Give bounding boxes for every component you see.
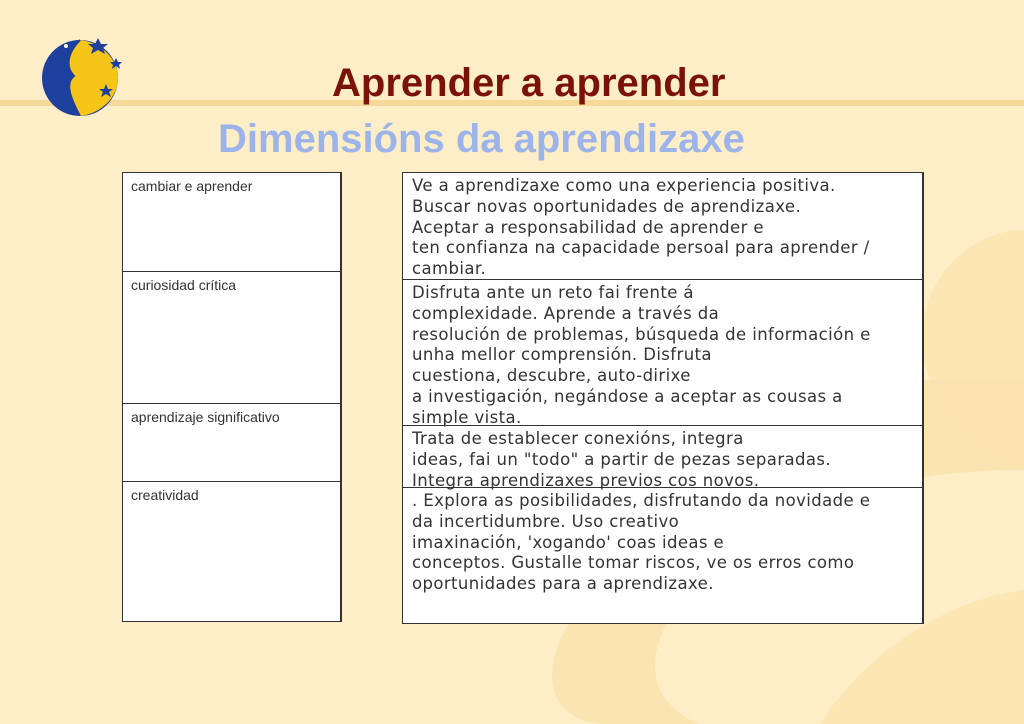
description-line: Trata de establecer conexións, integra [412, 429, 744, 448]
slide-title: Aprender a aprender [332, 61, 726, 105]
description-line: unha mellor comprensión. Disfruta [412, 345, 712, 365]
dimension-cell: curiosidad crítica [123, 271, 340, 403]
description-line: Integra aprendizaxes previos cos novos. [412, 470, 760, 490]
dimension-cell: cambiar e aprender [131, 178, 253, 194]
description-line: Ve a aprendizaxe como una experiencia positiva. [412, 176, 836, 195]
description-cell [403, 173, 922, 279]
description-line: ten confianza na capacidade persoal para aprender / [412, 238, 870, 258]
descriptions-table [402, 172, 924, 624]
description-line: cuestiona, descubre, auto-dirixe [412, 366, 691, 386]
dimension-cell: creatividad [123, 481, 340, 623]
description-line: complexidade. Aprende a través da [412, 303, 720, 323]
description-line: Buscar novas oportunidades de aprendizaxe. [412, 196, 802, 216]
description-line: resolución de problemas, búsqueda de información e [412, 324, 871, 344]
description-cell [403, 487, 922, 623]
slide-subtitle: Dimensións da aprendizaxe [218, 117, 745, 161]
description-line: Aceptar a responsabilidad de aprender e [412, 217, 764, 237]
description-line: conceptos. Gustalle tomar riscos, ve os erros como [412, 553, 855, 573]
description-line: a investigación, negándose a aceptar as cousas a [412, 386, 843, 406]
dimension-cell: aprendizaje significativo [123, 403, 340, 481]
description-cell [403, 279, 922, 425]
description-line: cambiar. [412, 259, 487, 279]
description-line: imaxinación, 'xogando' coas ideas e [412, 532, 725, 552]
description-line: simple vista. [412, 407, 522, 427]
description-line: oportunidades para a aprendizaxe. [412, 574, 714, 594]
description-line: ideas, fai un "todo" a partir de pezas separadas. [412, 449, 832, 469]
description-line: Disfruta ante un reto fai frente á [412, 283, 694, 302]
description-line: . Explora as posibilidades, disfrutando da novidade e [412, 491, 871, 510]
description-line: da incertidumbre. Uso creativo [412, 511, 680, 531]
dimensions-table [122, 172, 342, 622]
description-cell [403, 425, 922, 490]
